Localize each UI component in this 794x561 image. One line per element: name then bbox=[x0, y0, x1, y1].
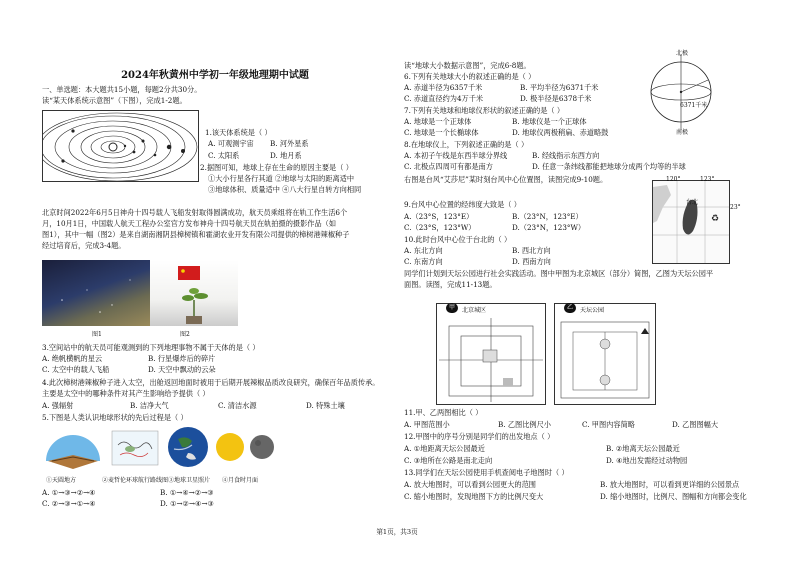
sky-round-earth-square-image bbox=[42, 427, 104, 473]
exam-title: 2024年秋黄州中学初一年级地理期中试题 bbox=[121, 70, 309, 81]
q13-option-c[interactable]: C. 缩小地图时，发现地图下方的比例尺变大 bbox=[404, 492, 544, 501]
q11-option-a[interactable]: A. 甲图范围小 bbox=[404, 420, 450, 429]
map-a-badge: 甲 bbox=[446, 303, 458, 313]
q13-option-d[interactable]: D. 缩小地图时，比例尺、图幅和方向都会变化 bbox=[600, 492, 747, 501]
svg-text:♻: ♻ bbox=[711, 214, 720, 224]
q11-option-b[interactable]: B. 乙图比例尺小 bbox=[498, 420, 551, 429]
q8-option-c[interactable]: C. 北极点四周可有都是南方 bbox=[404, 162, 493, 171]
q3-option-b[interactable]: B. 行星爆炸后的碎片 bbox=[148, 354, 216, 363]
earth-satellite-photo bbox=[166, 425, 210, 469]
space-photo-fig1 bbox=[42, 260, 150, 326]
q10: 10.此时台风中心位于台北的（ ） bbox=[404, 235, 512, 244]
map-b-title: 天坛公园 bbox=[580, 307, 605, 314]
q9: 9.台风中心位置的经纬度大致是（ ） bbox=[404, 200, 521, 209]
earth-size-diagram bbox=[640, 48, 722, 132]
q3-option-a[interactable]: A. 绝帆横帆的星云 bbox=[42, 354, 103, 363]
q1: 1.该天体系统是（ ） bbox=[205, 128, 272, 137]
longitude-123-label: 123° bbox=[700, 176, 715, 183]
q9-option-b[interactable]: B.（23°N，123°E） bbox=[512, 212, 583, 221]
q5-option-a[interactable]: A. ①→③→②→④ bbox=[42, 488, 96, 497]
intro-text-2: 读“地球大小数据示意图”，完成6-8题。 bbox=[404, 61, 531, 70]
q12: 12.甲图中的序号分别是同学们的出发地点（ ） bbox=[404, 432, 555, 441]
q2: 2.据图可知，地球上存在生命的原因主要是（ ） bbox=[200, 163, 353, 172]
passage-line2: 月，10月1日，中国载人航天工程办公室官方发布神舟十四号航天员在轨拍摄的摄影作品（如 bbox=[42, 219, 337, 228]
q6-option-c[interactable]: C. 赤道直径约为4万千米 bbox=[404, 94, 484, 103]
typhoon-map bbox=[652, 180, 730, 264]
section-heading: 一、单选题：本大题共15小题，每题2分共30分。 bbox=[42, 85, 202, 94]
q5-option-c[interactable]: C. ②→③→①→④ bbox=[42, 499, 96, 508]
q11-option-d[interactable]: D. 乙图图幅大 bbox=[672, 420, 719, 429]
map-b-badge: 乙 bbox=[564, 303, 576, 313]
q10-option-d[interactable]: D. 西南方向 bbox=[512, 257, 551, 266]
taipei-label: 台北 bbox=[686, 199, 699, 206]
intro-text: 读“某天体系统示意图”（下图），完成1-2题。 bbox=[42, 96, 187, 105]
q3: 3.空间站中的航天员可能观测到的下列地理事物不属于天体的是（ ） bbox=[42, 343, 260, 352]
q6: 6.下列有关地球大小的叙述正确的是（ ） bbox=[404, 72, 536, 81]
q3-option-d[interactable]: D. 天空中飘动的云朵 bbox=[148, 365, 216, 374]
south-pole-label: 南极 bbox=[676, 129, 689, 136]
q5: 5.下图是人类认识地球形状的先后过程是（ ） bbox=[42, 413, 188, 422]
q13-option-b[interactable]: B. 放大地图时，可以看到更详细的公园景点 bbox=[600, 480, 740, 489]
q8: 8.在地球仪上，下列叙述正确的是（ ） bbox=[404, 140, 529, 149]
passage2-line1: 同学们计划到天坛公园进行社会实践活动。图中甲图为北京城区（部分）简图，乙图为天坛公园平 bbox=[404, 269, 714, 278]
q11-option-c[interactable]: C. 甲图内容简略 bbox=[582, 420, 635, 429]
passage-line3: 图1），其中一幅（图2）是来自湖南湘阴县樟树镇和霍湖农业开发有限公司提供的樟树港辣椒种子 bbox=[42, 230, 350, 239]
q2-line3: ③地球体积、质量适中 ④八大行星自转方向相同 bbox=[208, 185, 362, 194]
q4: 4.此次樟树港辣椒种子进入太空，出舱返回地面时被用于后期开展辣椒品质改良研究，确保百年品质传承。 bbox=[42, 378, 380, 387]
q6-option-d[interactable]: D. 极半径是6378千米 bbox=[520, 94, 592, 103]
q5-option-d[interactable]: D. ①→②→④→③ bbox=[160, 499, 214, 508]
intro-text-3: 右图是台风“艾莎尼”某时刻台风中心位置图，读图完成9-10题。 bbox=[404, 175, 608, 184]
fig1-caption: 图1 bbox=[92, 331, 102, 338]
solar-system-figure bbox=[42, 110, 199, 182]
q1-option-a[interactable]: A. 可观测宇宙 bbox=[208, 139, 254, 148]
q1-option-b[interactable]: B. 河外星系 bbox=[270, 139, 309, 148]
q5-caption-1: ①天圆地方 bbox=[46, 477, 77, 484]
q5-caption-2: ②麦哲伦环球航行路线图 bbox=[102, 477, 169, 484]
q2-line2: ①大小行星各行其道 ②地球与太阳的距离适中 bbox=[208, 174, 355, 183]
fig2-caption: 图2 bbox=[180, 331, 190, 338]
map-a-title: 北京城区 bbox=[462, 307, 487, 314]
beijing-city-map bbox=[436, 303, 546, 405]
q4-option-a[interactable]: A. 强辐射 bbox=[42, 401, 74, 410]
pepper-plant-fig2 bbox=[150, 260, 238, 326]
q9-option-c[interactable]: C.（23°S，123°W） bbox=[404, 223, 476, 232]
q4-option-d[interactable]: D. 特殊土壤 bbox=[306, 401, 345, 410]
q10-option-a[interactable]: A. 东北方向 bbox=[404, 246, 443, 255]
longitude-120-label: 120° bbox=[666, 176, 681, 183]
q5-caption-4: ④月食时月面 bbox=[222, 477, 259, 484]
q3-option-c[interactable]: C. 太空中的载人飞船 bbox=[42, 365, 110, 374]
q13: 13.同学们在天坛公园使用手机查阅电子地图时（ ） bbox=[404, 468, 569, 477]
q7-option-b[interactable]: B. 地球仪是一个正球体 bbox=[512, 117, 587, 126]
q13-option-a[interactable]: A. 放大地图时，可以看到公园更大的范围 bbox=[404, 480, 536, 489]
q11: 11.甲、乙两图相比（ ） bbox=[404, 408, 483, 417]
passage2-line2: 面图。读图，完成11-13题。 bbox=[404, 280, 497, 289]
q8-option-a[interactable]: A. 本初子午线是东西半球分界线 bbox=[404, 151, 508, 160]
q7-option-d[interactable]: D. 地球仪两极稍扁、赤道略鼓 bbox=[512, 128, 609, 137]
radius-label: 6371千米 bbox=[680, 102, 708, 109]
q7: 7.下列有关地球和地球仪形状的叙述正确的是（ ） bbox=[404, 106, 565, 115]
temple-of-heaven-map bbox=[554, 303, 656, 405]
q12-option-b[interactable]: B. ②地离天坛公园最近 bbox=[606, 444, 680, 453]
q9-option-a[interactable]: A.（23°S，123°E） bbox=[404, 212, 474, 221]
passage-line4: 经过培育后，完成3-4题。 bbox=[42, 241, 126, 250]
q8-option-d[interactable]: D. 任意一条纬线都能把地球分成两个均等的半球 bbox=[532, 162, 686, 171]
lunar-eclipse-image bbox=[214, 427, 276, 467]
page-footer: 第1页，共3页 bbox=[376, 528, 418, 536]
q9-option-d[interactable]: D.（23°N，123°W） bbox=[512, 223, 586, 232]
q8-option-b[interactable]: B. 经线指示东西方向 bbox=[532, 151, 600, 160]
q1-option-d[interactable]: D. 地月系 bbox=[270, 151, 302, 160]
q7-option-c[interactable]: C. 地球是一个长椭球体 bbox=[404, 128, 479, 137]
passage-line1: 北京时间2022年6月5日神舟十四号载人飞船发射取得圆满成功，航天员乘组将在轨工作生活6个 bbox=[42, 208, 348, 217]
q12-option-a[interactable]: A. ①地距离天坛公园最近 bbox=[404, 444, 485, 453]
q7-option-a[interactable]: A. 地球是一个正球体 bbox=[404, 117, 472, 126]
q5-option-b[interactable]: B. ①→④→②→③ bbox=[160, 488, 214, 497]
q12-option-c[interactable]: C. ③地所在公路是南北走向 bbox=[404, 456, 493, 465]
q4-line2: 主要是太空中的哪种条件对其产生影响给予提供（ ） bbox=[42, 389, 210, 398]
q6-option-b[interactable]: B. 平均半径为6371千米 bbox=[520, 83, 599, 92]
q12-option-d[interactable]: D. ④地出发需经过动物园 bbox=[606, 456, 688, 465]
latitude-23-label: 23° bbox=[730, 204, 741, 211]
q6-option-a[interactable]: A. 赤道半径为6357千米 bbox=[404, 83, 483, 92]
q10-option-b[interactable]: B. 西北方向 bbox=[512, 246, 551, 255]
q4-option-c[interactable]: C. 清洁水源 bbox=[218, 401, 257, 410]
q10-option-c[interactable]: C. 东南方向 bbox=[404, 257, 443, 266]
north-pole-label: 北极 bbox=[676, 50, 689, 57]
q4-option-b[interactable]: B. 洁净大气 bbox=[130, 401, 169, 410]
magellan-route-image bbox=[110, 427, 160, 473]
q5-caption-3: ③地球卫星照片 bbox=[168, 477, 211, 484]
q1-option-c[interactable]: C. 太阳系 bbox=[208, 151, 240, 160]
